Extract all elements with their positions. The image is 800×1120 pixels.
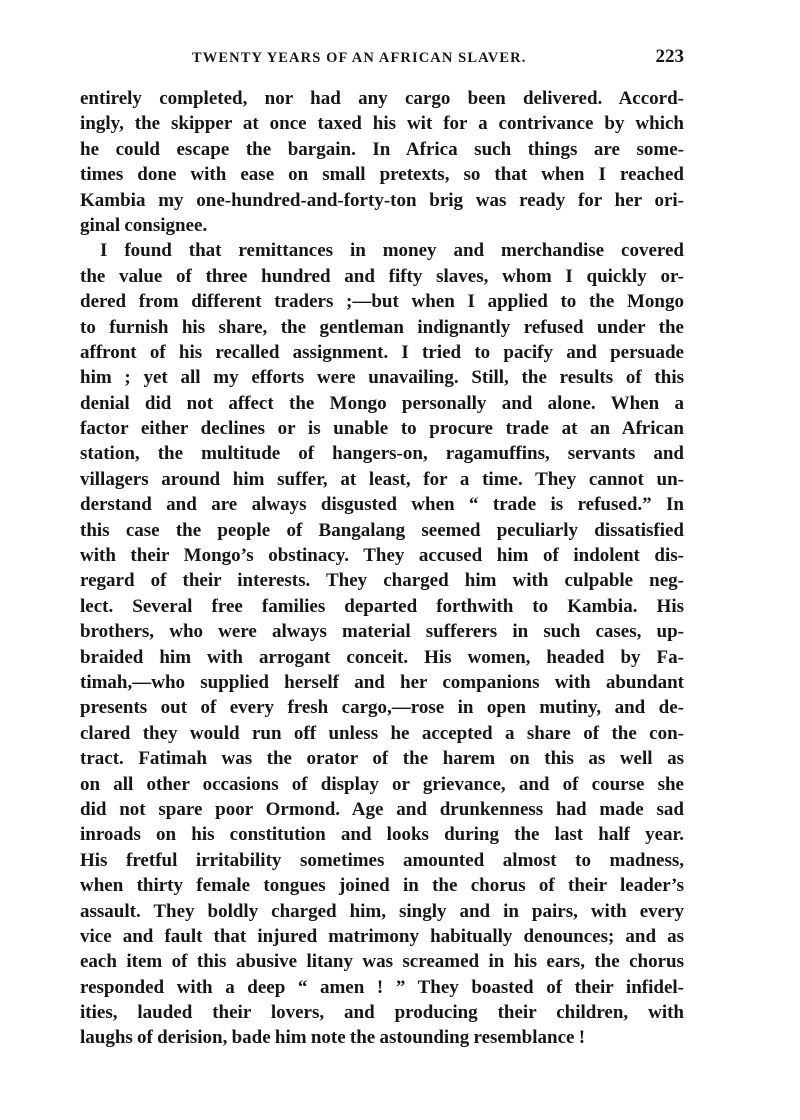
text-line: laughs of derision, bade him note the astounding resemblance !: [80, 1027, 586, 1049]
text-line: on all other occasions of display or grievance, and of course she: [80, 773, 684, 795]
text-line: brothers, who were always material sufferers in such cases, up-: [80, 621, 684, 643]
text-line: station, the multitude of hangers-on, ragamuffins, servants and: [80, 443, 684, 465]
text-line: His fretful irritability sometimes amounted almost to madness,: [80, 849, 684, 871]
text-line: responded with a deep “ amen ! ” They boasted of their infidel-: [80, 976, 684, 998]
text-line: he could escape the bargain. In Africa such things are some-: [80, 138, 684, 160]
text-line: assault. They boldly charged him, singly and in pairs, with every: [80, 900, 684, 922]
text-line: lect. Several free families departed forthwith to Kambia. His: [80, 595, 684, 617]
body-text: [80, 86, 684, 1051]
text-line: regard of their interests. They charged him with culpable neg-: [80, 570, 684, 592]
text-line: I found that remittances in money and merchandise covered: [100, 240, 684, 262]
text-line: to furnish his share, the gentleman indignantly refused under the: [80, 316, 684, 338]
text-line: affront of his recalled assignment. I tried to pacify and persuade: [80, 341, 684, 363]
text-line: presents out of every fresh cargo,—rose in open mutiny, and de-: [80, 697, 684, 719]
text-line: him ; yet all my efforts were unavailing. Still, the results of this: [80, 367, 684, 389]
text-line: the value of three hundred and fifty slaves, whom I quickly or-: [80, 265, 684, 287]
text-line: vice and fault that injured matrimony habitually denounces; and as: [80, 925, 684, 947]
page-number: 223: [655, 46, 684, 67]
text-line: this case the people of Bangalang seemed peculiarly dissatisfied: [80, 519, 684, 541]
text-line: villagers around him suffer, at least, for a time. They cannot un-: [80, 468, 684, 490]
text-line: did not spare poor Ormond. Age and drunkenness had made sad: [80, 798, 684, 820]
text-line: entirely completed, nor had any cargo been delivered. Accord-: [80, 88, 684, 109]
text-line: ities, lauded their lovers, and producing their children, with: [80, 1002, 684, 1024]
text-line: with their Mongo’s obstinacy. They accused him of indolent dis-: [80, 545, 684, 567]
text-line: when thirty female tongues joined in the chorus of their leader’s: [80, 875, 684, 897]
text-line: Kambia my one-hundred-and-forty-ton brig was ready for her ori-: [80, 189, 684, 211]
text-line: ginal consignee.: [80, 214, 208, 236]
text-line: braided him with arrogant conceit. His women, headed by Fa-: [80, 646, 684, 668]
text-line: derstand and are always disgusted when “ trade is refused.” In: [80, 494, 684, 516]
running-head: [80, 46, 684, 72]
text-line: tract. Fatimah was the orator of the harem on this as well as: [80, 748, 684, 770]
text-line: denial did not affect the Mongo personally and alone. When a: [80, 392, 684, 414]
text-line: ingly, the skipper at once taxed his wit for a contrivance by which: [80, 113, 684, 135]
running-title: TWENTY YEARS OF AN AFRICAN SLAVER.: [192, 50, 527, 66]
text-line: timah,—who supplied herself and her companions with abundant: [80, 671, 684, 693]
text-line: times done with ease on small pretexts, so that when I reached: [80, 164, 684, 186]
text-line: factor either declines or is unable to procure trade at an African: [80, 418, 684, 440]
text-line: dered from different traders ;—but when I applied to the Mongo: [80, 291, 684, 313]
text-line: inroads on his constitution and looks during the last half year.: [80, 824, 684, 846]
text-line: clared they would run off unless he accepted a share of the con-: [80, 722, 684, 744]
text-line: each item of this abusive litany was screamed in his ears, the chorus: [80, 951, 684, 973]
